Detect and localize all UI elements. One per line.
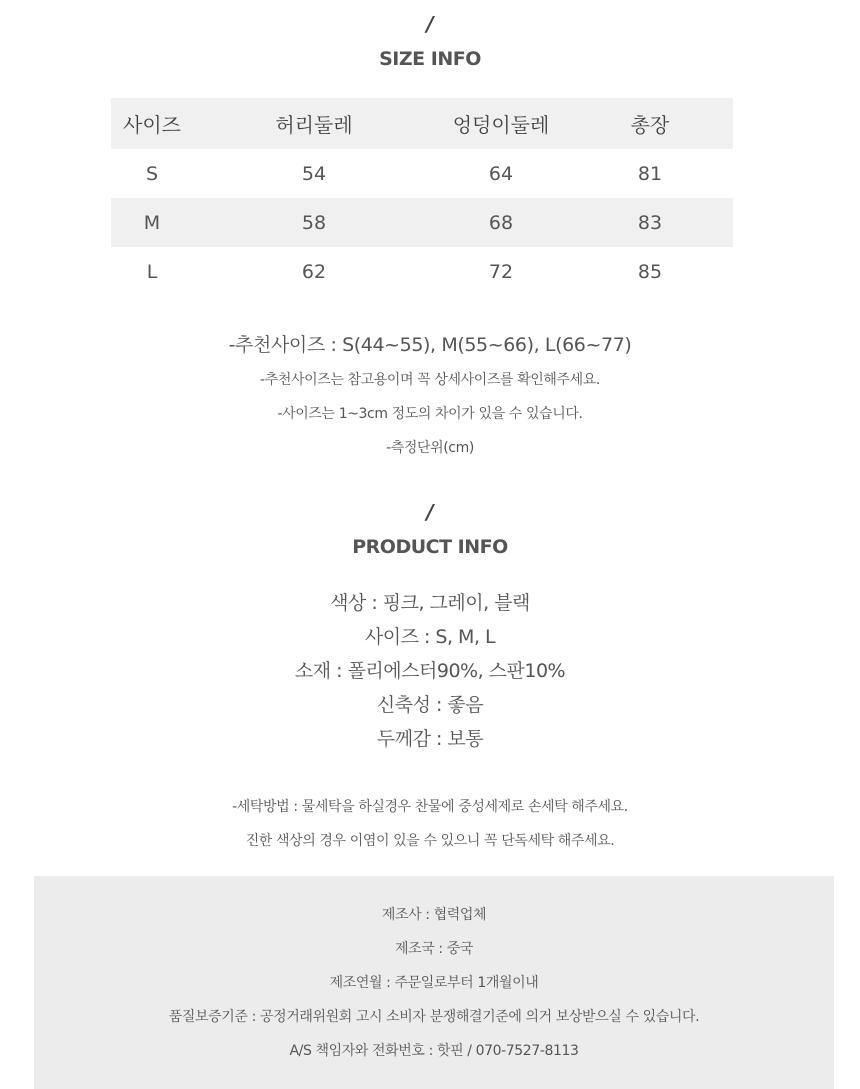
- spec-stretch: 신축성 : 좋음: [376, 694, 484, 716]
- cell-waist: 62: [301, 260, 327, 283]
- cell-size: S: [145, 162, 159, 185]
- manufacturer-info-box: [34, 876, 834, 1089]
- cell-length: 83: [567, 198, 733, 247]
- spec-thickness: 두께감 : 보통: [376, 728, 484, 750]
- header-waist: 허리둘레: [193, 98, 435, 149]
- spec-color: 색상 : 핑크, 그레이, 블랙: [330, 592, 530, 614]
- cell-hip: 72: [488, 260, 514, 283]
- header-size: 사이즈: [111, 98, 193, 149]
- header-length: 총장: [567, 98, 733, 149]
- size-reference-note: -추천사이즈는 참고용이며 꼭 상세사이즈를 확인해주세요.: [260, 372, 600, 388]
- spec-material: 소재 : 폴리에스터90%, 스판10%: [294, 660, 566, 682]
- manufacture-date-line: 제조연월 : 주문일로부터 1개월이내: [329, 975, 539, 991]
- cell-waist: 58: [193, 198, 435, 247]
- size-table: [111, 98, 733, 296]
- size-info-heading: SIZE INFO: [379, 48, 481, 70]
- measurement-unit-note: -측정단위(cm): [386, 440, 474, 456]
- table-row: [111, 247, 733, 296]
- cell-size: L: [146, 260, 158, 283]
- size-info-slash: /: [426, 12, 434, 36]
- cell-length: 85: [637, 260, 663, 283]
- size-table-header-row: [111, 98, 733, 149]
- as-contact-line: A/S 책임자와 전화번호 : 핫핀 / 070-7527-8113: [289, 1043, 579, 1059]
- care-instructions: -세탁방법 : 물세탁을 하실경우 찬물에 중성세제로 손세탁 해주세요.: [232, 799, 628, 815]
- recommended-size-note: -추천사이즈 : S(44~55), M(55~66), L(66~77): [228, 334, 632, 356]
- spec-size: 사이즈 : S, M, L: [364, 626, 496, 648]
- size-tolerance-note: -사이즈는 1~3cm 정도의 차이가 있을 수 있습니다.: [277, 406, 583, 422]
- header-hip: 엉덩이둘레: [435, 98, 567, 149]
- cell-size: M: [111, 198, 193, 247]
- table-row: [111, 198, 733, 247]
- product-info-heading: PRODUCT INFO: [352, 536, 508, 558]
- cell-hip: 68: [435, 198, 567, 247]
- care-warning: 진한 색상의 경우 이염이 있을 수 있으니 꼭 단독세탁 해주세요.: [245, 833, 615, 849]
- manufacturer-line: 제조사 : 협력업체: [381, 907, 487, 923]
- cell-waist: 54: [301, 162, 327, 185]
- country-line: 제조국 : 중국: [394, 941, 474, 957]
- cell-length: 81: [637, 162, 663, 185]
- table-row: [111, 149, 733, 198]
- quality-guarantee-line: 품질보증기준 : 공정거래위원회 고시 소비자 분쟁해결기준에 의거 보상받으실 수 있습니다.: [168, 1009, 700, 1025]
- product-info-slash: /: [426, 500, 434, 524]
- cell-hip: 64: [488, 162, 514, 185]
